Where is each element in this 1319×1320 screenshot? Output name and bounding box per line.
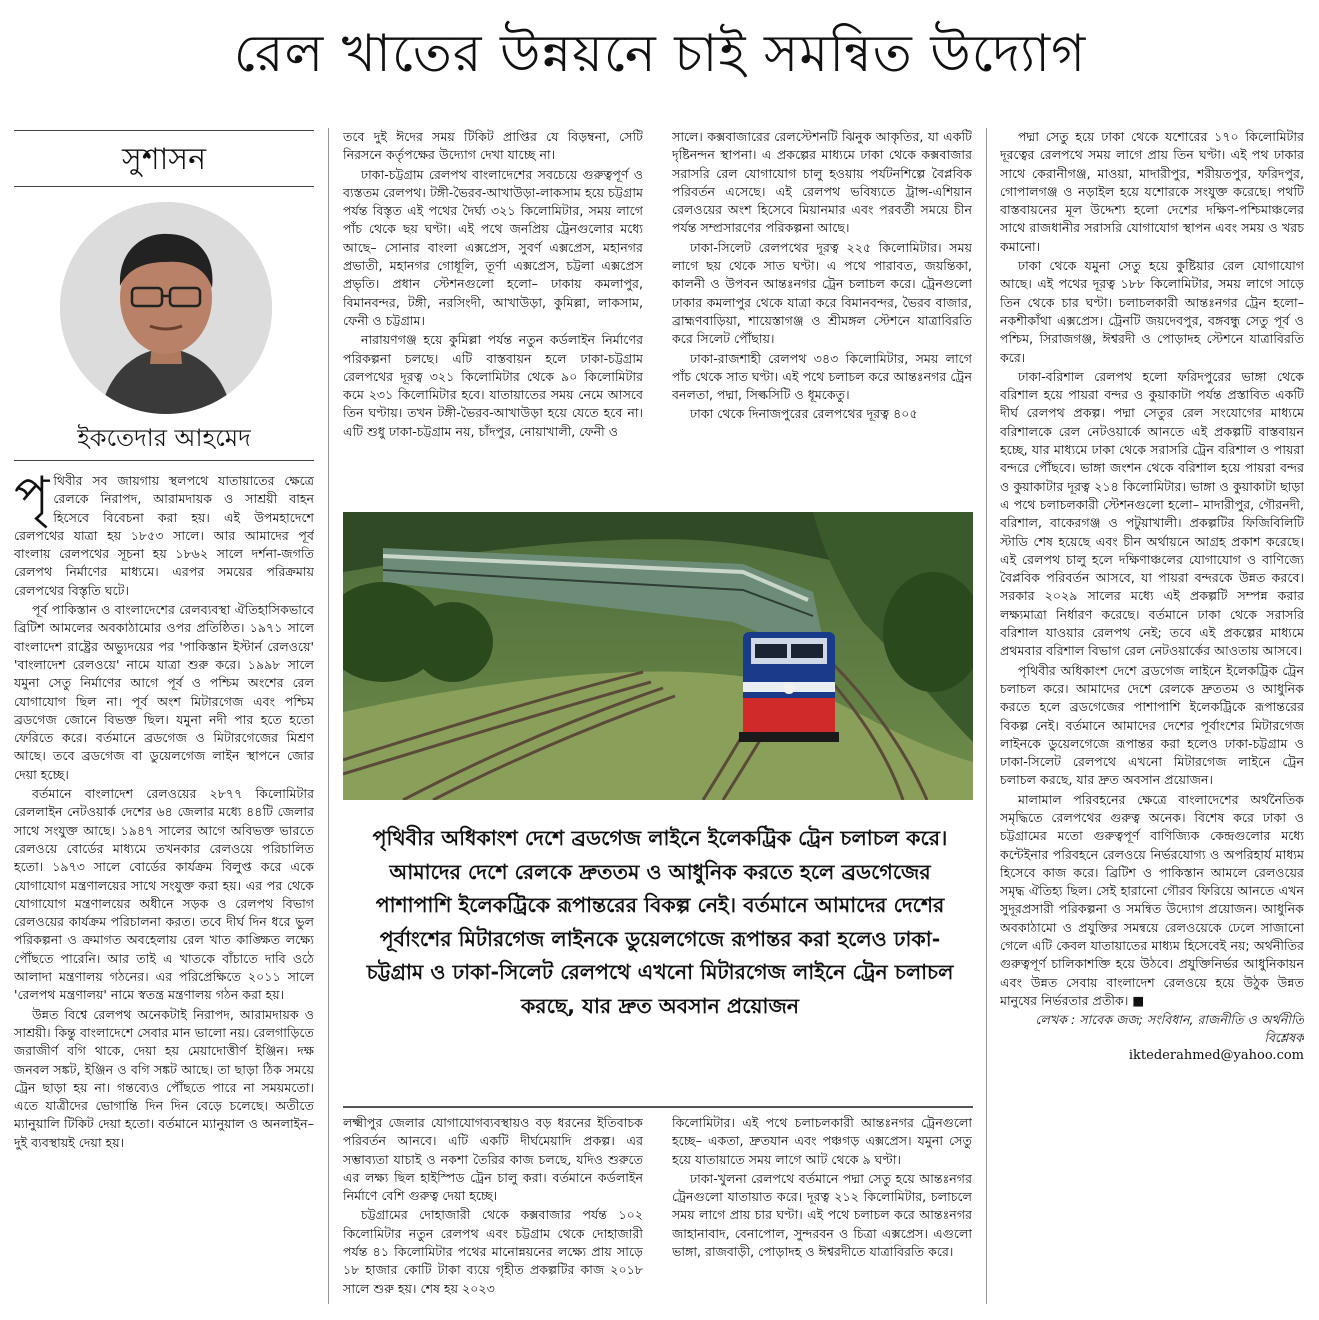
article-column-1	[14, 472, 314, 1304]
section-bottom-rule	[14, 186, 314, 187]
author-portrait-icon	[60, 202, 272, 414]
author-photo	[60, 202, 272, 414]
col1-paragraph-1	[14, 472, 314, 600]
article-column-2-bottom	[343, 1114, 643, 1304]
col2-top-paragraph-2: ঢাকা-চট্টগ্রাম রেলপথ বাংলাদেশের সবচেয়ে গুরুত্বপূর্ণ ও ব্যস্ততম রেলপথ। টঙ্গী-ভৈরব-আখাউড়া-লাকসাম হয়ে চট্টগ্রাম পর্যন্ত বিস্তৃত এই পথের দৈর্ঘ্য ৩২১ কিলোমিটার, সময় লাগে পাঁচ থেকে ছয় ঘণ্টা। এই পথে জনপ্রিয় ট্রেনগুলোর মধ্যে আছে– সোনার বাংলা এক্সপ্রেস, সুবর্ণ এক্সপ্রেস, মহানগর প্রভাতী, মহানগর গোধূলি, তূর্ণা এক্সপ্রেস, চট্টলা এক্সপ্রেস প্রভৃতি। প্রধান স্টেশনগুলো হলো– ঢাকায় কমলাপুর, বিমানবন্দর, টঙ্গী, নরসিংদী, আখাউড়া, কুমিল্লা, লাকসাম, ফেনী ও চট্টগ্রাম।	[343, 166, 643, 328]
headline: রেল খাতের উন্নয়নে চাই সমন্বিত উদ্যোগ	[233, 24, 1087, 84]
col4-paragraph-5: মালামাল পরিবহনের ক্ষেত্রে বাংলাদেশের অর্থনৈতিক সমৃদ্ধিতে রেলপথের গুরুত্ব অনেক। বিশেষ করে ঢাকা ও চট্টগ্রামের মতো গুরুত্বপূর্ণ বাণিজ্যিক কেন্দ্রগুলোর মধ্যে কন্টেইনার পরিবহনে রেলওয়ে নির্ভরযোগ্য ও অপরিহার্য মাধ্যম হিসেবে কাজ করে। ব্রিটিশ ও পাকিস্তান আমলে রেলওয়ের সমৃদ্ধ ঐতিহ্য ছিল। সেই হারানো গৌরব ফিরিয়ে আনতে এখন সুদূরপ্রসারী পরিকল্পনা ও সমন্বিত উদ্যোগ প্রয়োজন। আধুনিক অবকাঠামো ও প্রযুক্তির সমন্বয়ে রেলওয়েকে ঢেলে সাজানো গেলে এটি কেবল যাতায়াতের মাধ্যম হিসেবেই নয়; অর্থনীতির গুরুত্বপূর্ণ চালিকাশক্তি হয়ে উঠবে। প্রযুক্তিনির্ভর আধুনিকায়ন এবং উন্নত সেবায় বাংলাদেশ রেলওয়ে হয়ে উঠুক উন্নত মানুষের নির্ভরতার প্রতীক। ■	[1000, 791, 1304, 1008]
col1-paragraph-4: উন্নত বিশ্বে রেলপথ অনেকটাই নিরাপদ, আরামদায়ক ও সাশ্রয়ী। কিন্তু বাংলাদেশে সেবার মান ভালো নয়। রেলগাড়িতে জরাজীর্ণ বগি থাকে, দেয়া হয় মেয়াদোত্তীর্ণ ইঞ্জিন। দক্ষ জনবল সঙ্কট, ইঞ্জিন ও বগি সঙ্কট আছে। তা ছাড়া ঠিক সময়ে ট্রেন ছাড়া হয় না। গন্তব্যেও পৌঁছতে পারে না সময়মতো। এতে যাত্রীদের ভোগান্তি দিন দিন বেড়ে চলেছে। অতীতে ম্যানুয়ালি টিকিট দেয়া হতো। বর্তমানে ম্যানুয়াল ও অনলাইন– দুই ব্যবস্থায়ই দেয়া হয়।	[14, 1006, 314, 1150]
col4-paragraph-3: ঢাকা-বরিশাল রেলপথ হলো ফরিদপুরের ভাঙ্গা থেকে বরিশাল হয়ে পায়রা বন্দর ও কুয়াকাটা পর্যন্ত প্রস্তাবিত একটি দীর্ঘ রেলপথ প্রকল্প। পদ্মা সেতুর রেল সংযোগের মাধ্যমে বরিশালকে রেল নেটওয়ার্কে আনতে এই প্রকল্পটি বাস্তবায়ন হচ্ছে, যার মাধ্যমে ঢাকা থেকে সরাসরি ট্রেন বরিশাল ও পায়রা বন্দরে পৌঁছবে। ভাঙ্গা জংশন থেকে বরিশাল হয়ে পায়রা বন্দর ও কুয়াকাটার দূরত্ব ২১৪ কিলোমিটার। ভাঙ্গা ও কুয়াকাটা ছাড়া এ পথে চলাচলকারী স্টেশনগুলো হলো– মাদারীপুর, গৌরনদী, বরিশাল, বাকেরগঞ্জ ও পটুয়াখালী। প্রকল্পটির ফিজিবিলিটি স্টাডি শেষ হয়েছে এবং চীন অর্থায়নে আগ্রহ প্রকাশ করেছে। এই রেলপথ চালু হলে দক্ষিণাঞ্চলের যোগাযোগ ও বাণিজ্যে বৈপ্লবিক পরিবর্তন আসবে, যা পায়রা বন্দরকে উন্নত করবে। সরকার ২০২৯ সালের মধ্যে এই প্রকল্পটি সম্পন্ন করার লক্ষ্যমাত্রা নির্ধারণ করেছে। বর্তমানে ঢাকা থেকে সরাসরি বরিশাল যাওয়ার রেলপথ নেই; তবে এই প্রকল্পের মাধ্যমে প্রথমবার বরিশাল বিভাগ রেল নেটওয়ার্কের আওতায় আসবে।	[1000, 368, 1304, 659]
train-image-icon	[343, 512, 973, 800]
section-top-rule	[14, 130, 314, 131]
article-column-3-top	[672, 128, 972, 500]
col1-paragraph-2: পূর্ব পাকিস্তান ও বাংলাদেশের রেলব্যবস্থা ঐতিহাসিকভাবে ব্রিটিশ আমলের অবকাঠামোর ওপর প্রতিষ্ঠিত। ১৯৭১ সালে বাংলাদেশ রাষ্ট্রের অভ্যুদয়ের পর 'পাকিস্তান ইস্টার্ন রেলওয়ে' 'বাংলাদেশ রেলওয়ে' নামে যাত্রা শুরু করে। ১৯৯৮ সালে যমুনা সেতু নির্মাণের আগে পূর্ব ও পশ্চিম অংশের রেল যোগাযোগ ছিল না। পূর্ব অংশ মিটারগেজ এবং পশ্চিম ব্রডগেজ জোনে বিভক্ত ছিল। যমুনা নদী পার হতে হতো ফেরিতে করে। বর্তমানে ব্রডগেজ ও মিটারগেজের মিশ্রণ আছে। তবে ব্রডগেজ বা ডুয়েলগেজ লাইন স্থাপনে জোর দেয়া হচ্ছে।	[14, 602, 314, 782]
col2-top-paragraph-1: তবে দুই ঈদের সময় টিকিট প্রাপ্তির যে বিড়ম্বনা, সেটি নিরসনে কর্তৃপক্ষের উদ্যোগ দেখা যাচ্ছে না।	[343, 129, 643, 163]
column-divider-1	[328, 128, 329, 1304]
col3-top-paragraph-2: ঢাকা-সিলেট রেলপথের দূরত্ব ২২৫ কিলোমিটার। সময় লাগে ছয় থেকে সাত ঘণ্টা। এ পথে পারাবত, জয়ন্তিকা, কালনী ও উপবন আন্তঃনগর ট্রেন চলাচল করে। ট্রেনগুলো ঢাকার কমলাপুর থেকে যাত্রা করে বিমানবন্দর, ভৈরব বাজার, ব্রাহ্মণবাড়িয়া, শায়েস্তাগঞ্জ ও শ্রীমঙ্গল স্টেশনে যাত্রাবিরতি করে সিলেট পৌঁছায়।	[672, 239, 972, 347]
byline-rule	[14, 460, 314, 461]
col2-bottom-paragraph-1: লক্ষ্মীপুর জেলার যোগাযোগব্যবস্থায়ও বড় ধরনের ইতিবাচক পরিবর্তন আনবে। এটি একটি দীর্ঘমেয়াদি প্রকল্প। এর সম্ভাব্যতা যাচাই ও নকশা তৈরির কাজ চলছে, যদিও শুরুতে এর লক্ষ্য ছিল হাইস্পিড ট্রেন চালু করা। বর্তমানে কর্ডলাইন নির্মাণে বেশি গুরুত্ব দেয়া হচ্ছে।	[343, 1115, 643, 1204]
col1-p1-text: থিবীর সব জায়গায় স্থলপথে যাতায়াতের ক্ষেত্রে রেলকে নিরাপদ, আরামদায়ক ও সাশ্রয়ী বাহন হিসেবে বিবেচনা করা হয়। এই উপমহাদেশে রেলপথের যাত্রা হয় ১৮৫৩ সালে। আর আমাদের পূর্ব বাংলায় রেলপথের সূচনা হয় ১৮৬২ সালে দর্শনা-জগতি রেলপথ নির্মাণের মাধ্যমে। এরপর সময়ের পরিক্রমায় রেলপথের বিস্তৃতি ঘটে।	[14, 473, 314, 598]
col3-bottom-paragraph-1: কিলোমিটার। এই পথে চলাচলকারী আন্তঃনগর ট্রেনগুলো হচ্ছে– একতা, দ্রুতযান এবং পঞ্চগড় এক্সপ্রেস। যমুনা সেতু হয়ে যাতায়াতে সময় লাগে আট থেকে ৯ ঘণ্টা।	[672, 1115, 972, 1167]
section-label: সুশাসন	[122, 142, 206, 177]
column-divider-4	[986, 128, 987, 1304]
col3-bottom-paragraph-2: ঢাকা-খুলনা রেলপথে বর্তমানে পদ্মা সেতু হয়ে আন্তঃনগর ট্রেনগুলো যাতায়াত করে। দূরত্ব ২১২ কিলোমিটার, চলাচলে সময় লাগে প্রায় চার ঘণ্টা। এই পথে চলাচল করে আন্তঃনগর জাহানাবাদ, বেনাপোল, সুন্দরবন ও চিত্রা এক্সপ্রেস। এগুলো ভাঙ্গা, রাজবাড়ী, পোড়াদহ ও ঈশ্বরদীতে যাত্রাবিরতি করে।	[672, 1170, 972, 1260]
col1-paragraph-3: বর্তমানে বাংলাদেশ রেলওয়ের ২৮৭৭ কিলোমিটার রেললাইন নেটওয়ার্ক দেশের ৬৪ জেলার মধ্যে ৪৪টি জেলার সাথে সংযুক্ত আছে। ১৯৪৭ সালের আগে অবিভক্ত ভারতে রেলওয়ে বোর্ডের মাধ্যমে তখনকার রেলওয়ে পরিচালিত হতো। ১৯৭৩ সালে বোর্ডের কার্যক্রম বিলুপ্ত করে একে যোগাযোগ মন্ত্রণালয়ের সাথে সংযুক্ত করা হয়। এর পর থেকে যোগাযোগ মন্ত্রণালয়ের অধীনে সড়ক ও রেলপথ বিভাগ রেলওয়ের কার্যক্রম পরিচালনা করত। তবে দীর্ঘ দিন ধরে ভুল পরিকল্পনা ও ক্রমাগত অবহেলায় রেল খাত কাঙ্ক্ষিত লক্ষ্যে পৌঁছতে পারেনি। আর তাই এ খাতকে বাঁচাতে দাবি ওঠে আলাদা মন্ত্রণালয় গঠনের। এর পরিপ্রেক্ষিতে ২০১১ সালে 'রেলপথ মন্ত্রণালয়' নামে স্বতন্ত্র মন্ত্রণালয় গঠন করা হয়।	[14, 786, 314, 1003]
col3-top-paragraph-1: সালে। কক্সবাজারের রেলস্টেশনটি ঝিনুক আকৃতির, যা একটি দৃষ্টিনন্দন স্থাপনা। এ প্রকল্পের মাধ্যমে ঢাকা থেকে কক্সবাজার সরাসরি রেল যোগাযোগ চালু হওয়ায় পর্যটনশিল্পে বৈপ্লবিক পরিবর্তন এসেছে। এই রেলপথ ভবিষ্যতে ট্রান্স-এশিয়ান রেলওয়ের অংশ হিসেবে মিয়ানমার এবং পরবর্তী সময়ে চীন পর্যন্ত সম্প্রসারণের পরিকল্পনা আছে।	[672, 129, 972, 236]
article-column-3-bottom	[672, 1114, 972, 1304]
col2-bottom-paragraph-2: চট্টগ্রামের দোহাজারী থেকে কক্সবাজার পর্যন্ত ১০২ কিলোমিটার নতুন রেলপথ এবং চট্টগ্রাম থেকে দোহাজারী পর্যন্ত ৪১ কিলোমিটার পথের মানোন্নয়নের লক্ষ্যে প্রায় সাড়ে ১৮ হাজার কোটি টাকা ব্যয়ে গৃহীত প্রকল্পটির কাজ ২০১৮ সালে শুরু হয়। শেষ হয় ২০২৩	[343, 1207, 643, 1296]
pull-quote: পৃথিবীর অধিকাংশ দেশে ব্রডগেজ লাইনে ইলেকট্রিক ট্রেন চলাচল করে। আমাদের দেশে রেলকে দ্রুততম ও আধুনিক করতে হলে ব্রডগেজের পাশাপাশি ইলেকট্রিকে রূপান্তরের বিকল্প নেই। বর্তমানে আমাদের দেশের পূর্বাংশের মিটারগেজ লাইনকে ডুয়েলগেজে রূপান্তর করা হলেও ঢাকা-চট্টগ্রাম ও ঢাকা-সিলেট রেলপথে এখনো মিটারগেজ লাইনে ট্রেন চলাচল করছে, যার দ্রুত অবসান প্রয়োজন	[366, 826, 954, 1018]
train-photo	[343, 512, 973, 800]
author-byline: ইকতেদার আহমেদ	[77, 424, 251, 452]
dropcap: পৃ	[14, 472, 50, 526]
col4-paragraph-2: ঢাকা থেকে যমুনা সেতু হয়ে কুষ্টিয়ার রেল যোগাযোগ আছে। এই পথের দূরত্ব ১৮৮ কিলোমিটার, সময় লাগে সাড়ে তিন থেকে চার ঘণ্টা। চলাচলকারী আন্তঃনগর ট্রেন হলো– নকশীকাঁথা এক্সপ্রেস। ট্রেনটি জয়দেবপুর, বঙ্গবন্ধু সেতু পূর্ব ও পশ্চিম, সিরাজগঞ্জ, ঈশ্বরদী ও পোড়াদহ স্টেশনে যাত্রাবিরতি করে।	[1000, 258, 1304, 365]
col4-paragraph-4: পৃথিবীর অধিকাংশ দেশে ব্রডগেজ লাইনে ইলেকট্রিক ট্রেন চলাচল করে। আমাদের দেশে রেলকে দ্রুততম ও আধুনিক করতে হলে ব্রডগেজের পাশাপাশি ইলেকট্রিকে রূপান্তরের বিকল্প নেই। বর্তমানে আমাদের দেশের পূর্বাংশের মিটারগেজ লাইনকে ডুয়েলগেজে রূপান্তর করা হলেও ঢাকা-চট্টগ্রাম ও ঢাকা-সিলেট রেলপথে এখনো মিটারগেজ লাইনে ট্রেন চলাচল করছে, যার দ্রুত অবসান প্রয়োজন।	[1000, 662, 1304, 788]
article-column-4	[1000, 128, 1304, 1308]
col4-paragraph-1: পদ্মা সেতু হয়ে ঢাকা থেকে যশোরের ১৭০ কিলোমিটার দূরত্বের রেলপথে সময় লাগে প্রায় তিন ঘণ্টা। এই পথ ঢাকার সাথে কেরানীগঞ্জ, মাওয়া, মাদারীপুর, শরীয়তপুর, ফরিদপুর, গোপালগঞ্জ ও নড়াইল হয়ে যশোরকে সংযুক্ত করেছে। পথটি বাস্তবায়নের মূল উদ্দেশ্য হলো দেশের দক্ষিণ-পশ্চিমাঞ্চলের সাথে রাজধানীর সরাসরি যোগাযোগ স্থাপন এবং সময় ও খরচ কমানো।	[1000, 129, 1304, 254]
author-email: iktederahmed@yahoo.com	[1128, 1048, 1304, 1064]
pull-quote-rule	[343, 1106, 973, 1108]
col2-top-paragraph-3: নারায়ণগঞ্জ হয়ে কুমিল্লা পর্যন্ত নতুন কর্ডলাইন নির্মাণের পরিকল্পনা চলছে। এটি বাস্তবায়ন হলে ঢাকা-চট্টগ্রাম রেলপথের দূরত্ব ৩২১ কিলোমিটার থেকে ৯০ কিলোমিটার কমে ২৩১ কিলোমিটার হবে। যাতায়াতের সময় নেমে আসবে তিন ঘণ্টায়। তখন টঙ্গী-ভৈরব-আখাউড়া হয়ে যেতে হবে না। এটি শুধু ঢাকা-চট্টগ্রাম নয়, চাঁদপুর, নোয়াখালী, ফেনী ও	[343, 332, 643, 439]
article-column-2-top	[343, 128, 643, 500]
author-signature: লেখক : সাবেক জজ; সংবিধান, রাজনীতি ও অর্থনীতি বিশ্লেষক	[1035, 1012, 1304, 1046]
col3-top-paragraph-4: ঢাকা থেকে দিনাজপুরের রেলপথের দূরত্ব ৪০৫	[690, 406, 918, 422]
col3-top-paragraph-3: ঢাকা-রাজশাহী রেলপথ ৩৪৩ কিলোমিটার, সময় লাগে পাঁচ থেকে সাত ঘণ্টা। এই পথে চলাচল করে আন্তঃনগর ট্রেন বনলতা, পদ্মা, সিল্কসিটি ও ধূমকেতু।	[672, 350, 972, 403]
